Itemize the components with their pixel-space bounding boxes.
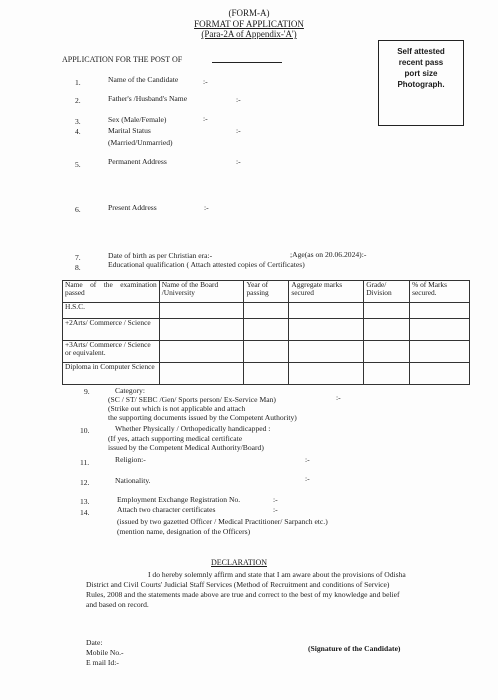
row-label-plus3: +3Arts/ Commerce / Science or equivalent.: [63, 341, 160, 363]
row-label-hsc: H.S.C.: [63, 303, 160, 319]
table-cell[interactable]: [410, 363, 470, 385]
declaration-line-3: Rules, 2008 and the statements made above are true and correct to the best of my knowledge and belief: [86, 590, 400, 599]
field-6-label: Present Address: [108, 203, 157, 212]
table-cell[interactable]: [159, 363, 244, 385]
field-13-label: Employment Exchange Registration No.: [117, 495, 241, 504]
table-row: [63, 363, 470, 385]
field-3-sep: :-: [203, 114, 208, 123]
table-cell[interactable]: [244, 341, 289, 363]
table-cell[interactable]: [410, 341, 470, 363]
col-header-marks: Aggregate marks secured: [289, 281, 364, 303]
field-9-line-2: (SC / ST/ SEBC /Gen/ Sports person/ Ex-Service Man): [108, 395, 276, 404]
form-title: FORMAT OF APPLICATION: [194, 19, 304, 29]
field-6-number: 6.: [75, 205, 81, 214]
field-3-number: 3.: [75, 117, 81, 126]
photo-text-4: Photograph.: [397, 80, 445, 89]
field-10-label: Whether Physically / Orthopedically handicapped :: [115, 424, 271, 433]
col-header-board: Name of the Board /University: [159, 281, 244, 303]
declaration-title: DECLARATION: [211, 558, 267, 567]
table-cell[interactable]: [364, 319, 410, 341]
field-5-sep: :-: [236, 157, 241, 166]
field-14-sep: :-: [273, 505, 278, 514]
field-2-label: Father's /Husband's Name: [108, 94, 188, 103]
declaration-line-4: and based on record.: [86, 600, 149, 609]
field-14-number: 14.: [80, 508, 90, 517]
field-9-sep: :-: [336, 393, 341, 402]
field-11-label: Religion:-: [115, 455, 146, 464]
field-14-label: Attach two character certificates: [117, 505, 216, 514]
photo-text-2: recent pass: [398, 58, 444, 67]
field-10-number: 10.: [80, 426, 90, 435]
field-7-number: 7.: [75, 253, 81, 262]
table-cell[interactable]: [244, 363, 289, 385]
field-7-label: Date of birth as per Christian era:-: [108, 251, 213, 260]
field-5-number: 5.: [75, 160, 81, 169]
field-1-sep: :-: [203, 77, 208, 86]
mobile-label: Mobile No.-: [86, 648, 124, 657]
table-cell[interactable]: [289, 341, 364, 363]
table-cell[interactable]: [159, 319, 244, 341]
col-header-percent: % of Marks secured.: [410, 281, 470, 303]
table-cell[interactable]: [289, 363, 364, 385]
photo-text-3: port size: [404, 69, 438, 78]
photo-text-1: Self attested: [397, 47, 445, 56]
table-cell[interactable]: [289, 319, 364, 341]
table-cell[interactable]: [410, 319, 470, 341]
table-header-row: [63, 281, 470, 303]
table-row: [63, 319, 470, 341]
table-cell[interactable]: [410, 303, 470, 319]
field-9-line-4: the supporting documents issued by the Competent Authority): [108, 413, 297, 422]
col-header-grade: Grade/ Division: [364, 281, 410, 303]
field-12-number: 12.: [80, 478, 90, 487]
photo-box: [378, 40, 464, 126]
declaration-line-1: I do hereby solemnly affirm and state that I am aware about the provisions of Odisha: [148, 570, 406, 579]
form-label: (FORM-A): [228, 8, 270, 18]
table-row: [63, 303, 470, 319]
field-14-line-2: (issued by two gazetted Officer / Medical Practitioner/ Sarpanch etc.): [117, 517, 328, 526]
field-8-number: 8.: [75, 263, 81, 272]
col-header-exam: Name of the examination passed: [63, 281, 160, 303]
table-cell[interactable]: [244, 319, 289, 341]
table-cell[interactable]: [159, 303, 244, 319]
field-9-label: Category:: [115, 386, 145, 395]
table-cell[interactable]: [289, 303, 364, 319]
col-header-year: Year of passing: [244, 281, 289, 303]
field-13-number: 13.: [80, 497, 90, 506]
field-9-number: 9.: [84, 387, 90, 396]
field-2-number: 2.: [75, 96, 81, 105]
field-4-sep: :-: [236, 126, 241, 135]
signature-label: (Signature of the Candidate): [308, 644, 401, 653]
form-subtitle: (Para-2A of Appendix-'A'): [201, 29, 297, 39]
field-9-line-3: (Strike out which is not applicable and attach: [108, 404, 246, 413]
field-1-label: Name of the Candidate: [108, 75, 179, 84]
field-4-number: 4.: [75, 127, 81, 136]
field-2-sep: :-: [236, 95, 241, 104]
field-4-label: Marital Status: [108, 126, 151, 135]
post-label: APPLICATION FOR THE POST OF: [62, 55, 183, 64]
field-5-label: Permanent Address: [108, 157, 167, 166]
table-cell[interactable]: [364, 341, 410, 363]
declaration-line-2: District and Civil Courts' Judicial Staff Services (Method of Recruitment and conditions of Service): [86, 580, 390, 589]
table-cell[interactable]: [159, 341, 244, 363]
date-label: Date:: [86, 638, 103, 647]
table-cell[interactable]: [364, 363, 410, 385]
table-row: [63, 341, 470, 363]
field-3-label: Sex (Male/Female): [108, 115, 167, 124]
field-11-sep: :-: [305, 455, 310, 464]
row-label-plus2: +2Arts/ Commerce / Science: [63, 319, 160, 341]
field-4-label-2: (Married/Unmarried): [108, 138, 173, 147]
field-10-line-3: issued by the Competent Medical Authority/Board): [108, 443, 264, 452]
field-13-sep: :-: [273, 495, 278, 504]
post-line[interactable]: [212, 62, 282, 63]
field-12-sep: :-: [305, 474, 310, 483]
table-cell[interactable]: [244, 303, 289, 319]
field-6-sep: :-: [204, 203, 209, 212]
qualification-table: [62, 280, 470, 385]
field-12-label: Nationality.: [115, 476, 151, 485]
field-7-age: ;Age(as on 20.06.2024):-: [290, 250, 367, 259]
field-10-line-2: (If yes, attach supporting medical certificate: [108, 434, 243, 443]
email-label: E mail Id:-: [86, 658, 119, 667]
field-8-label: Educational qualification ( Attach attested copies of Certificates): [108, 260, 305, 269]
table-cell[interactable]: [364, 303, 410, 319]
field-11-number: 11.: [80, 458, 90, 467]
row-label-diploma: Diploma in Computer Science: [63, 363, 160, 385]
field-14-line-3: (mention name, designation of the Officers): [117, 527, 251, 536]
field-1-number: 1.: [75, 78, 81, 87]
